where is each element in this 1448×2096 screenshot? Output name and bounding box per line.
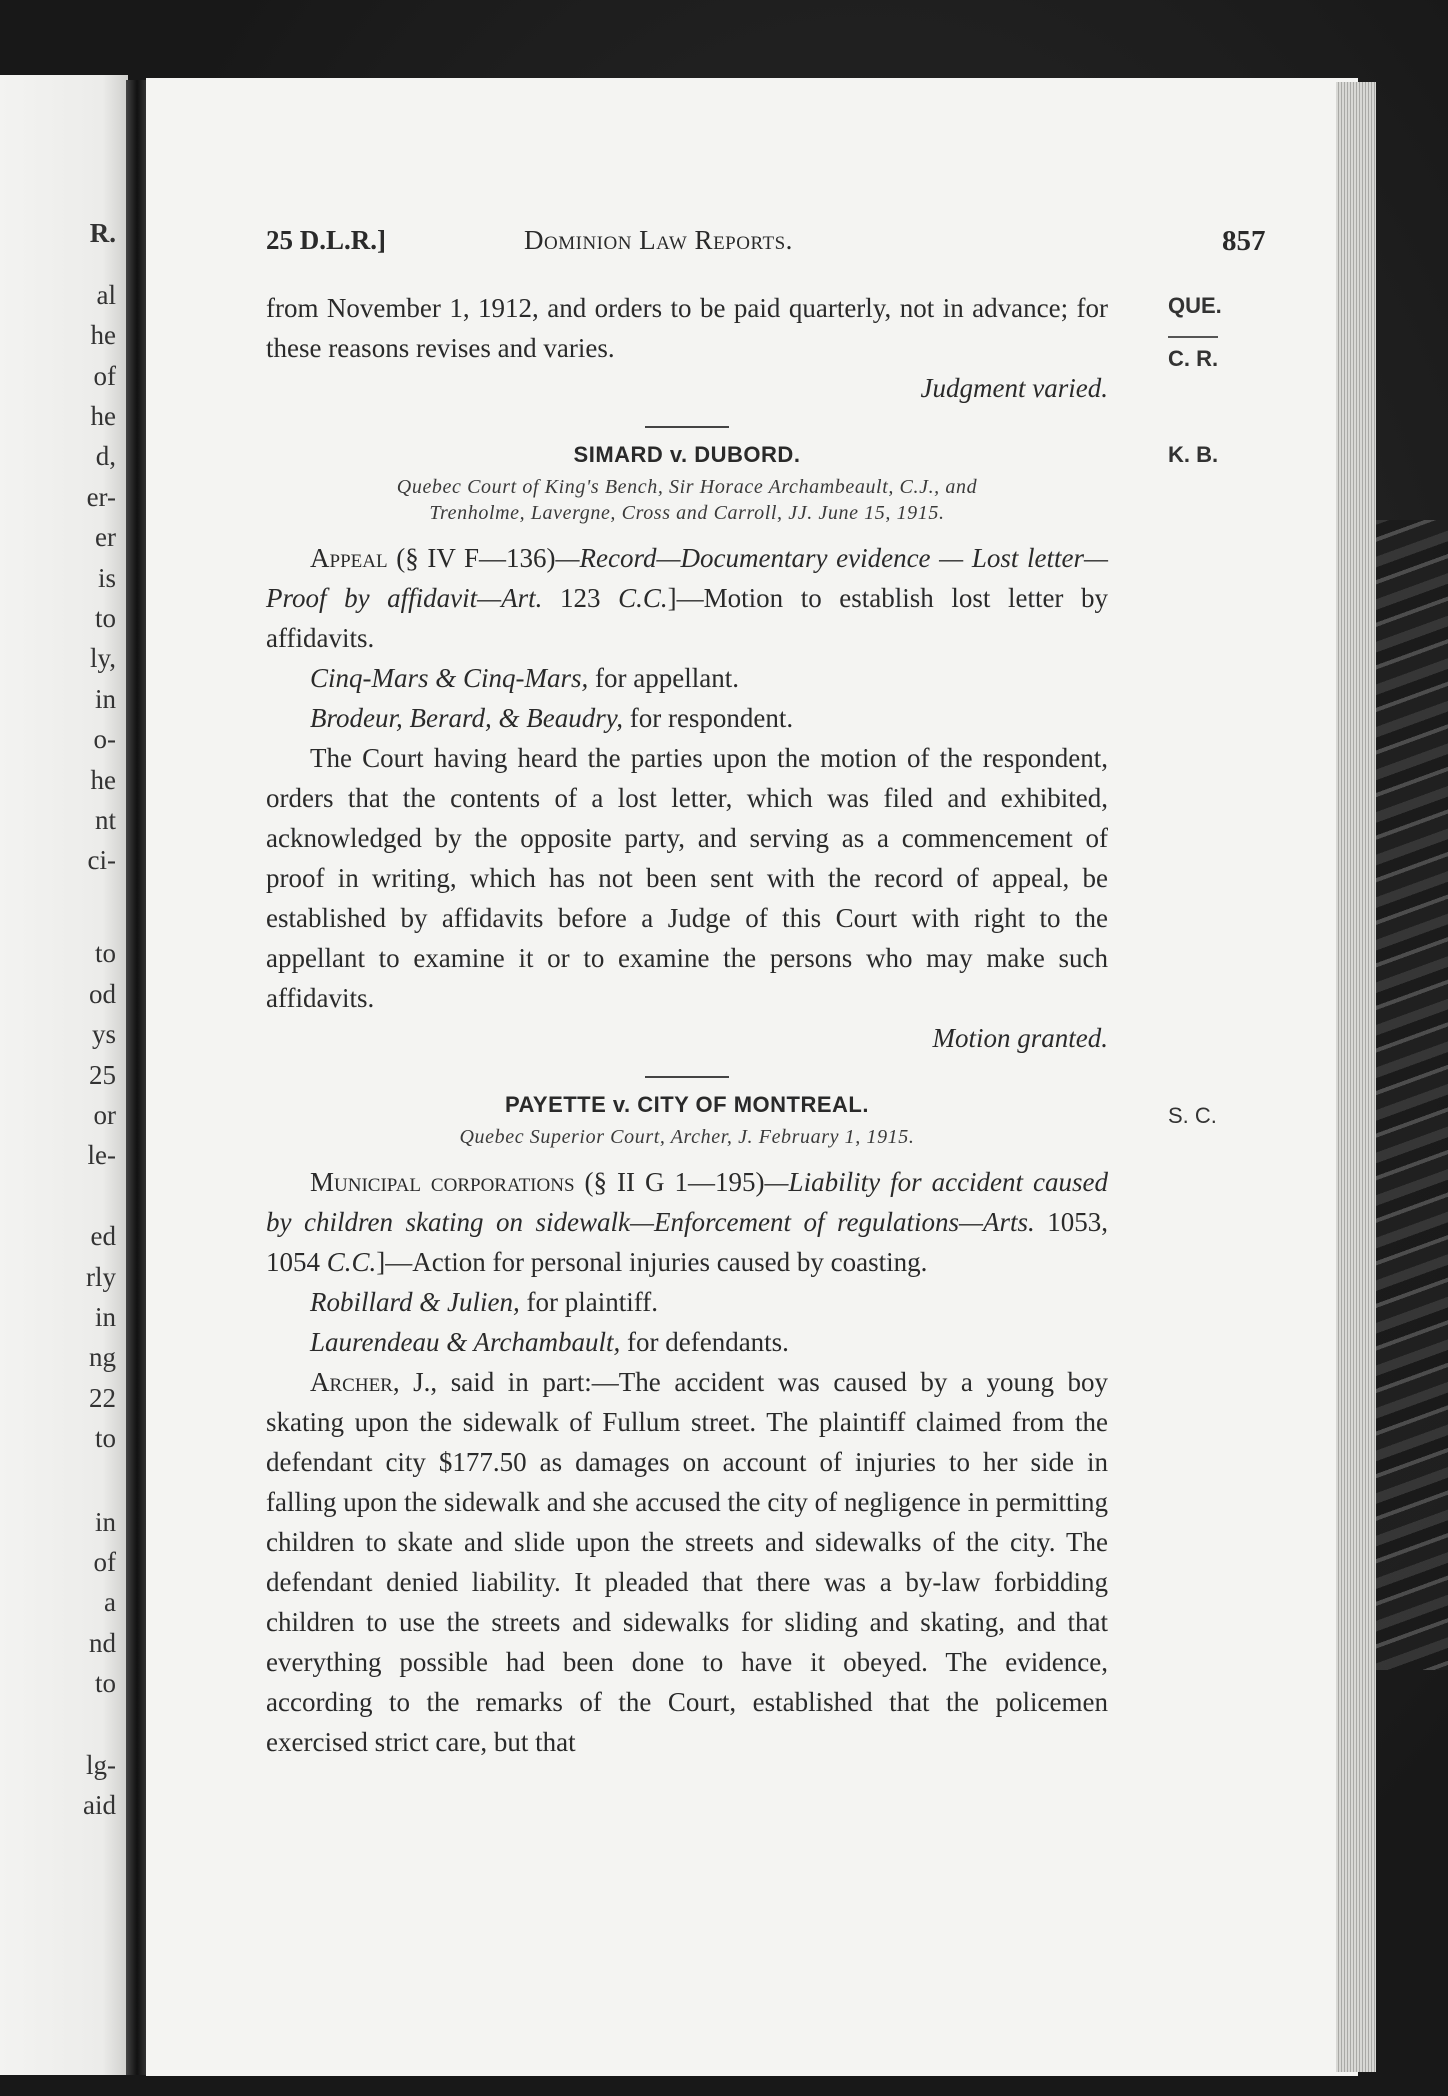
left-page-fragment: 22 <box>89 1383 116 1413</box>
left-page-fragment: to <box>94 938 116 968</box>
left-page-fragment: ci- <box>87 845 116 875</box>
left-page-fragment: he <box>90 765 116 795</box>
sidenote-court: S. C. <box>1168 1103 1217 1128</box>
left-page-fragment: R. <box>89 218 116 248</box>
section-divider <box>645 426 729 428</box>
judge-name: Archer, <box>310 1367 400 1397</box>
page-edge <box>1336 82 1376 2072</box>
left-page-fragment: or <box>93 1100 116 1130</box>
judgment-text: The Court having heard the parties upon the motion of the respondent, orders that the contents of a lost letter, which was filed and exhibited, acknowledged by the opposite party, and serving as a commencement of proof in writing, which has not been sent with the record of appeal, be established by affidavits before a Judge of this Court with right to the appellant to examine it or to examine the persons who may make such affidavits. <box>266 743 1108 1013</box>
sidenote-court: K. B. <box>1168 442 1219 467</box>
left-page-fragment: lg- <box>86 1750 116 1780</box>
header-volume: 25 D.L.R.] <box>266 225 386 255</box>
left-page-fragment: to <box>94 1668 116 1698</box>
sidenote-province: QUE. <box>1168 293 1222 318</box>
headnote-topic: Municipal corporations <box>310 1167 575 1197</box>
prev-case-text <box>266 288 1108 368</box>
headnote-article: 1053, 1054 <box>266 1207 1109 1277</box>
left-page-fragment: aid <box>83 1790 116 1820</box>
counsel-role: for plaintiff. <box>526 1287 658 1317</box>
left-page-fragment: o- <box>93 724 116 754</box>
left-page-fragment: rly <box>86 1262 116 1292</box>
headnote-tail: ]—Motion to establish lost letter by affidavits. <box>266 583 1109 653</box>
counsel-name: Robillard & Julien, <box>310 1287 520 1317</box>
court-line-part: Quebec Court of King's Bench, Sir Horace Archambeault, C.J., and <box>396 476 978 498</box>
left-page-fragment: ly, <box>90 643 116 673</box>
counsel-line <box>266 658 1108 698</box>
left-page-fragment: ys <box>91 1019 116 1049</box>
header-title: Dominion Law Reports. <box>524 225 793 255</box>
left-page-fragment: al <box>96 280 116 310</box>
counsel-role: for respondent. <box>629 703 794 733</box>
headnote-ref: (§ IV F—136) <box>396 543 556 573</box>
left-page-fragment: he <box>90 401 116 431</box>
page-body <box>266 288 1108 1762</box>
headnote-code: C.C. <box>618 583 668 613</box>
headnote <box>266 538 1108 658</box>
left-page-fragment: er- <box>86 482 116 512</box>
counsel-line <box>266 1322 1108 1362</box>
counsel-name: Brodeur, Berard, & Beaudry, <box>310 703 623 733</box>
left-page-fragment: in <box>94 1302 116 1332</box>
prev-case-line: from November 1, 1912, and orders to be paid quarterly, not <box>266 293 935 323</box>
headnote-ref: (§ II G 1—195) <box>584 1167 765 1197</box>
left-page-fragment: d, <box>95 441 116 471</box>
left-page-fragment: in <box>94 1507 116 1537</box>
counsel-line <box>266 698 1108 738</box>
left-page-fragment: le- <box>87 1140 116 1170</box>
headnote-tail: ]—Action for personal injuries caused by coasting. <box>376 1247 928 1277</box>
prev-case-disposition: Judgment varied. <box>920 373 1108 403</box>
left-page-fragment: in <box>94 684 116 714</box>
left-page-fragment: to <box>94 603 116 633</box>
page-number: 857 <box>1222 225 1266 257</box>
left-page-fragment: to <box>94 1423 116 1453</box>
judgment-text <box>266 1362 1108 1762</box>
left-page-fragment: nd <box>89 1628 116 1658</box>
left-facing-page <box>0 75 128 2075</box>
counsel-name: Cinq-Mars & Cinq-Mars, <box>310 663 589 693</box>
left-page-fragment: of <box>93 1547 116 1577</box>
left-page-fragment: od <box>89 979 116 1009</box>
sidenote-court: C. R. <box>1168 346 1219 371</box>
section-divider <box>645 1076 729 1078</box>
judgment-body: J., said in part:—The accident was caused by a young boy skating upon the sidewalk of Fullum street. The plaintiff claimed from the defendant city $177.50 as damages on account of injuries to her side in falling upon the sidewalk and she accused the city of negligence in permitting children to skate and slide upon the streets and sidewalks of the city. The defendant denied liability. It pleaded that there was a by-law forbidding children to use the streets and sidewalks for sliding and skating, and that everything possible had been done to have it obeyed. The evidence, according to the remarks of the Court, established that the policemen exercised strict care, but that <box>266 1367 1109 1757</box>
case-title: PAYETTE v. CITY OF MONTREAL. <box>504 1092 869 1117</box>
case-title: SIMARD v. DUBORD. <box>573 442 801 467</box>
counsel-name: Laurendeau & Archambault, <box>310 1327 621 1357</box>
court-line <box>266 474 1108 526</box>
counsel-line <box>266 1282 1108 1322</box>
sidenote-rule <box>1168 336 1218 338</box>
left-page-fragment: nt <box>94 805 116 835</box>
left-page-fragment: er <box>95 522 116 552</box>
left-page-fragment: is <box>97 563 116 593</box>
left-page-fragment: 25 <box>89 1060 116 1090</box>
left-page-fragment: ng <box>89 1342 116 1372</box>
headnote-subject: —Record—Documentary evidence — Lost letter—Proof by affidavit—Art. <box>266 543 1108 613</box>
court-line: Quebec Superior Court, Archer, J. February 1, 1915. <box>459 1126 915 1148</box>
counsel-role: for defendants. <box>627 1327 789 1357</box>
left-page-fragment: of <box>93 361 116 391</box>
left-page-fragment: he <box>90 320 116 350</box>
left-page-fragment: a <box>104 1587 116 1617</box>
headnote-code: C.C. <box>326 1247 377 1277</box>
book-gutter <box>126 80 148 2075</box>
counsel-role: for appellant. <box>595 663 739 693</box>
headnote-topic: Appeal <box>310 543 388 573</box>
headnote <box>266 1162 1108 1282</box>
prev-case-line: in advance; for these reasons revises and varies. <box>266 293 1109 363</box>
headnote-subject: —Liability for accident caused by children skating on sidewalk—Enforcement of regulations—Arts. <box>266 1167 1109 1237</box>
left-page-fragment: ed <box>90 1221 116 1251</box>
case-disposition: Motion granted. <box>932 1023 1108 1053</box>
court-line-part: Trenholme, Lavergne, Cross and Carroll, JJ. June 15, 1915. <box>429 502 945 524</box>
headnote-article: 123 <box>560 583 601 613</box>
